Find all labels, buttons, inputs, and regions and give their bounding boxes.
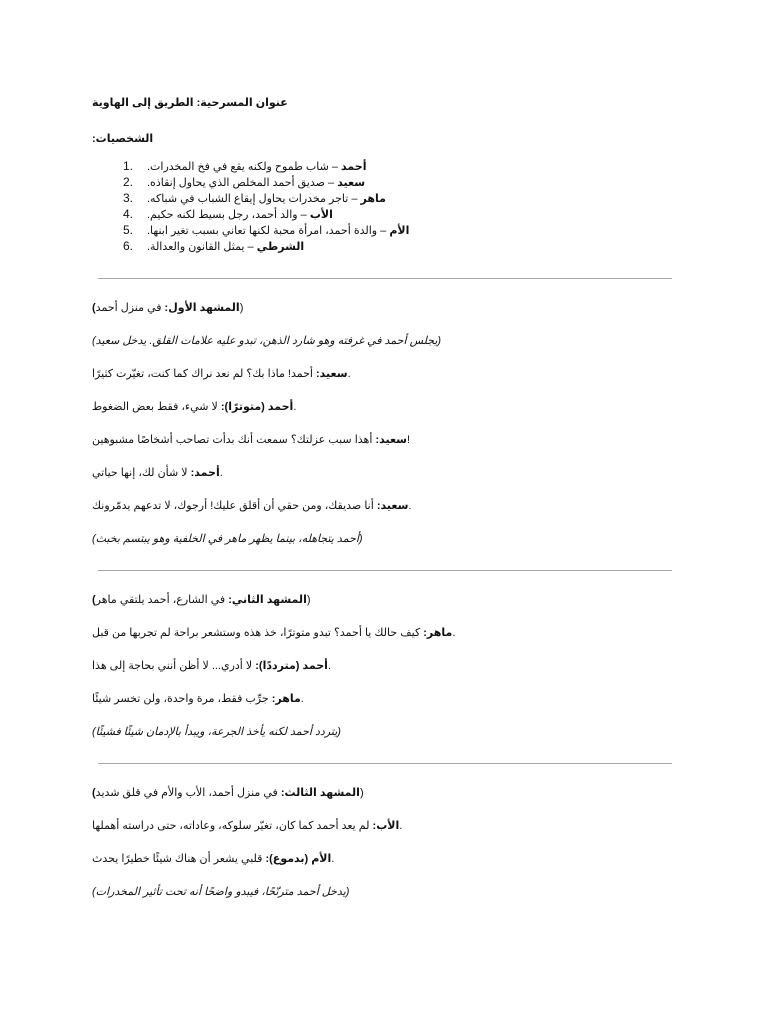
dialog-line: [92, 852, 672, 866]
speaker: ماهر:: [271, 693, 301, 705]
speaker: ماهر:: [423, 627, 453, 639]
stage-direction: (يدخل أحمد مترنّحًا، فيبدو واضحًا أنه تحت تأثير المخدرات): [92, 886, 350, 898]
scene-heading-label: (المشهد الثاني:: [92, 594, 307, 606]
character-description: – تاجر مخدرات يحاول إيقاع الشباب في شباكه.: [147, 193, 361, 205]
list-item: [117, 222, 672, 238]
dialog-text: أهذا سبب عزلتك؟ سمعت أنك بدأت تصاحب أشخاصًا مشبوهين!: [92, 434, 411, 446]
list-item: [117, 190, 672, 206]
dialog-line: [92, 819, 672, 833]
section-divider: [98, 278, 672, 279]
characters-heading: :الشخصيات: [92, 133, 154, 145]
list-number: 5.: [122, 223, 133, 237]
scene-1: [92, 301, 672, 546]
dialog-line: [92, 626, 672, 640]
list-item: [117, 238, 672, 254]
section-divider: [98, 570, 672, 571]
dialog-line: [92, 659, 672, 673]
dialog-text: لا أدري... لا أظن أنني بحاجة إلى هذا.: [92, 660, 331, 672]
dialog-text: لا شأن لك، إنها حياتي.: [92, 467, 223, 479]
speaker: الأب:: [372, 820, 400, 832]
document-page: [92, 96, 672, 899]
play-title: عنوان المسرحية: الطريق إلى الهاوية: [92, 97, 288, 109]
dialog-text: لم يعد أحمد كما كان، تغيّر سلوكه، وعاداته، حتى دراسته أهملها.: [92, 820, 403, 832]
dialog-line: [92, 499, 672, 513]
dialog-text: قلبي يشعر أن هناك شيئًا خطيرًا يحدث.: [92, 853, 335, 865]
character-name: أحمد: [341, 161, 367, 173]
scene-heading: [92, 593, 672, 607]
list-item: [117, 206, 672, 222]
dialog-line: [92, 367, 672, 381]
character-name: الأم: [389, 225, 410, 237]
character-description: – صديق أحمد المخلص الذي يحاول إنقاذه.: [147, 177, 338, 189]
list-number: 6.: [122, 239, 133, 253]
scene-heading-label: (المشهد الأول:: [92, 302, 240, 314]
character-name: ماهر: [360, 193, 386, 205]
speaker: أحمد (مترددًا):: [255, 660, 328, 672]
dialog-text: لا شيء، فقط بعض الضغوط.: [92, 401, 297, 413]
list-number: 4.: [122, 207, 133, 221]
scene-heading-label: (المشهد الثالث:: [92, 787, 360, 799]
character-name: الشرطي: [256, 241, 305, 253]
scene-2: [92, 593, 672, 739]
scene-heading-setting: في منزل أحمد): [95, 302, 244, 314]
character-description: – والدة أحمد، امرأة محبة لكنها تعاني بسبب تغير ابنها.: [147, 225, 390, 237]
character-description: – يمثل القانون والعدالة.: [147, 241, 257, 253]
dialog-text: جرِّب فقط، مرة واحدة، ولن تخسر شيئًا.: [92, 693, 304, 705]
scene-heading-setting: في الشارع، أحمد يلتقي ماهر): [95, 594, 311, 606]
character-name: الأب: [309, 209, 333, 221]
speaker: سعيد:: [375, 434, 407, 446]
section-divider: [98, 763, 672, 764]
characters-list: [92, 158, 672, 254]
dialog-text: أنا صديقك، ومن حقي أن أقلق عليك! أرجوك، لا تدعهم يدمّرونك.: [92, 500, 412, 512]
list-item: [117, 174, 672, 190]
stage-direction: (يجلس أحمد في غرفته وهو شارد الذهن، تبدو عليه علامات القلق. يدخل سعيد): [92, 335, 442, 347]
character-description: – شاب طموح ولكنه يقع في فخ المخدرات.: [147, 161, 342, 173]
dialog-line: [92, 692, 672, 706]
speaker: سعيد:: [376, 500, 409, 512]
scene-3: [92, 786, 672, 899]
dialog-line: [92, 466, 672, 480]
list-number: 1.: [122, 159, 133, 173]
speaker: أحمد:: [190, 467, 220, 479]
dialog-line: [92, 433, 672, 447]
stage-direction: (أحمد يتجاهله، بينما يظهر ماهر في الخلفية وهو يبتسم بخبث): [92, 533, 363, 545]
scene-heading-setting: في منزل أحمد، الأب والأم في قلق شديد): [95, 787, 364, 799]
dialog-text: أحمد! ماذا بك؟ لم نعد نراك كما كنت، تغيّرت كثيرًا.: [92, 368, 351, 380]
speaker: أحمد (متوترًا):: [220, 401, 294, 413]
dialog-line: [92, 400, 672, 414]
list-item: [117, 158, 672, 174]
character-description: – والد أحمد، رجل بسيط لكنه حكيم.: [147, 209, 310, 221]
stage-direction: (يتردد أحمد لكنه يأخذ الجرعة، ويبدأ بالإدمان شيئًا فشيئًا): [92, 726, 341, 738]
character-name: سعيد: [337, 177, 366, 189]
list-number: 2.: [122, 175, 133, 189]
list-number: 3.: [122, 191, 133, 205]
scene-heading: [92, 301, 672, 315]
scene-heading: [92, 786, 672, 800]
speaker: سعيد:: [316, 368, 348, 380]
dialog-text: كيف حالك يا أحمد؟ تبدو متوترًا، خذ هذه وستشعر براحة لم تجربها من قبل.: [92, 627, 456, 639]
speaker: الأم (بدموع):: [265, 853, 332, 865]
